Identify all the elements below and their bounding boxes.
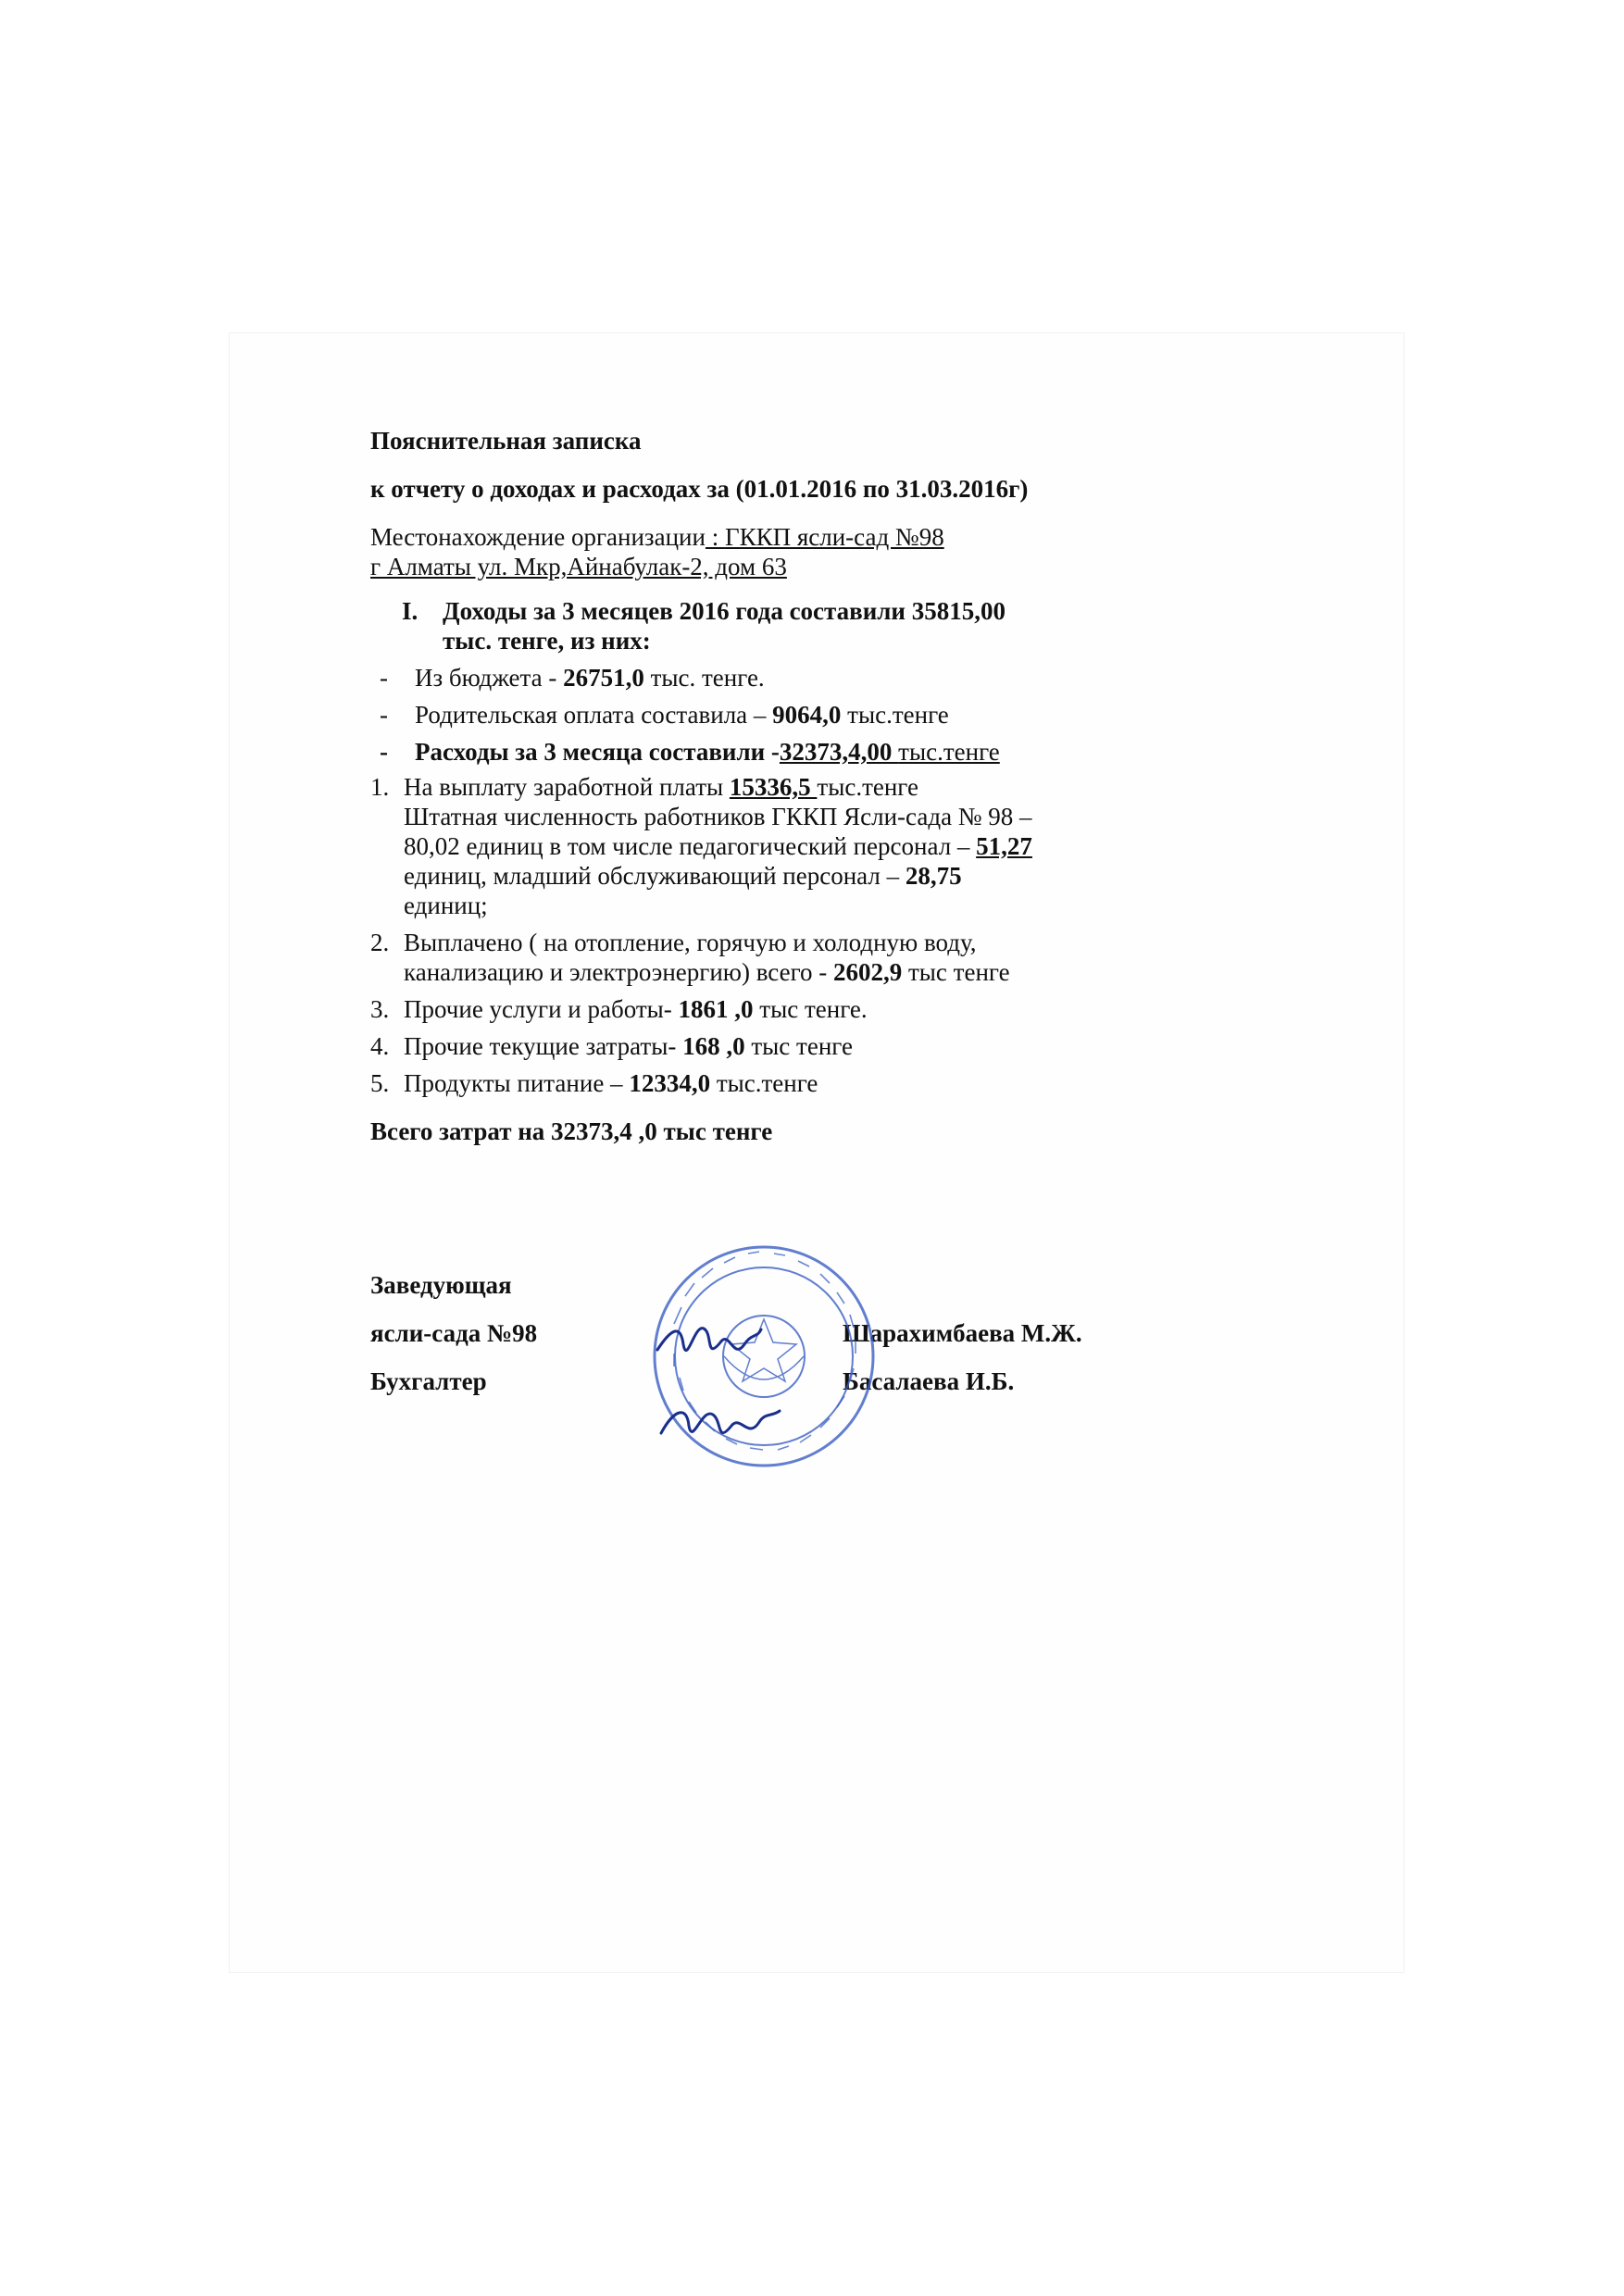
- food-text: Продукты питание –: [404, 1069, 630, 1097]
- roman-numeral: I.: [402, 597, 418, 625]
- salary-unit: тыс.тенге: [817, 773, 918, 801]
- head-role-line-1: Заведующая: [370, 1271, 512, 1299]
- dash: -: [380, 738, 388, 766]
- utilities-line-1: Выплачено ( на отопление, горячую и холодную воду,: [404, 929, 977, 956]
- head-role-line-2: ясли-сада №98: [370, 1319, 538, 1347]
- staff-count-text: 80,02 единиц в том числе педагогический персонал –: [404, 832, 977, 860]
- staff-count-line: [404, 831, 1032, 861]
- document-title: Пояснительная записка: [370, 427, 642, 455]
- income-item-text-group: [415, 700, 949, 730]
- income-item-text: Родительская оплата составила –: [415, 701, 773, 729]
- item-number: 5.: [370, 1069, 390, 1097]
- units-line: единиц;: [404, 892, 488, 919]
- accountant-name: Басалаева И.Б.: [843, 1367, 1015, 1395]
- accountant-signature: [661, 1411, 780, 1433]
- accountant-role: Бухгалтер: [370, 1367, 487, 1395]
- document-subtitle: к отчету о доходах и расходах за (01.01.2016 по 31.03.2016г): [370, 475, 1029, 503]
- current-costs-unit: тыс тенге: [744, 1032, 853, 1060]
- stamp-outer-ring: [655, 1247, 873, 1466]
- emblem-circle: [723, 1316, 805, 1397]
- salary-line: [404, 772, 918, 802]
- current-costs-text: Прочие текущие затраты-: [404, 1032, 683, 1060]
- utilities-value: 2602,9: [832, 958, 903, 986]
- current-costs-line: [404, 1031, 853, 1061]
- services-unit: тыс тенге.: [753, 995, 868, 1023]
- total-expenses: Всего затрат на 32373,4 ,0 тыс тенге: [370, 1117, 773, 1145]
- teaching-staff-value: 51,27: [976, 832, 1032, 860]
- item-number: 1.: [370, 773, 390, 801]
- income-item-value: 26751,0: [563, 664, 644, 692]
- current-costs-value: 168 ,0: [682, 1032, 745, 1060]
- services-value: 1861 ,0: [678, 995, 754, 1023]
- location-value: ГККП ясли-сад №98: [724, 523, 944, 551]
- support-staff-text: единиц, младший обслуживающий персонал –: [404, 862, 906, 890]
- services-text: Прочие услуги и работы-: [404, 995, 679, 1023]
- location-label: Местонахождение организации: [370, 523, 706, 551]
- utilities-text: канализацию и электроэнергию) всего -: [404, 958, 833, 986]
- support-staff-value: 28,75: [905, 862, 962, 890]
- income-item-value: 9064,0: [772, 701, 842, 729]
- food-unit: тыс.тенге: [710, 1069, 818, 1097]
- location-line: [370, 522, 944, 552]
- food-line: [404, 1068, 818, 1098]
- food-value: 12334,0: [629, 1069, 711, 1097]
- salary-value: 15336,5: [729, 773, 818, 801]
- item-number: 2.: [370, 929, 390, 956]
- support-staff-line: [404, 861, 962, 891]
- official-stamp: [648, 1241, 880, 1472]
- item-number: 3.: [370, 995, 390, 1023]
- services-line: [404, 994, 868, 1024]
- head-signature: [657, 1329, 761, 1351]
- income-line-1: Доходы за 3 месяцев 2016 года составили 35815,00: [443, 597, 1006, 625]
- income-line-2: тыс. тенге, из них:: [443, 627, 651, 655]
- expense-summary-value: 32373,4,00: [779, 738, 899, 766]
- dash: -: [380, 664, 388, 692]
- income-item-unit: тыс. тенге.: [643, 664, 765, 692]
- expense-summary-unit: тыс.тенге: [898, 738, 1000, 766]
- item-number: 4.: [370, 1032, 390, 1060]
- expense-summary-group: [415, 737, 1000, 767]
- staff-line: Штатная численность работников ГККП Ясли-сада № 98 –: [404, 803, 1032, 830]
- income-item-text-group: [415, 663, 765, 693]
- salary-text: На выплату заработной платы: [404, 773, 730, 801]
- dash: -: [380, 701, 388, 729]
- income-item-text: Из бюджета -: [415, 664, 564, 692]
- utilities-unit: тыс тенге: [902, 958, 1010, 986]
- address-line: г Алматы ул. Мкр,Айнабулак-2, дом 63: [370, 553, 787, 580]
- expense-summary-text: Расходы за 3 месяца составили -: [415, 738, 780, 766]
- utilities-line-2: [404, 957, 1010, 987]
- income-item-unit: тыс.тенге: [841, 701, 949, 729]
- location-separator: :: [705, 523, 725, 551]
- head-name: Шарахимбаева М.Ж.: [843, 1319, 1082, 1347]
